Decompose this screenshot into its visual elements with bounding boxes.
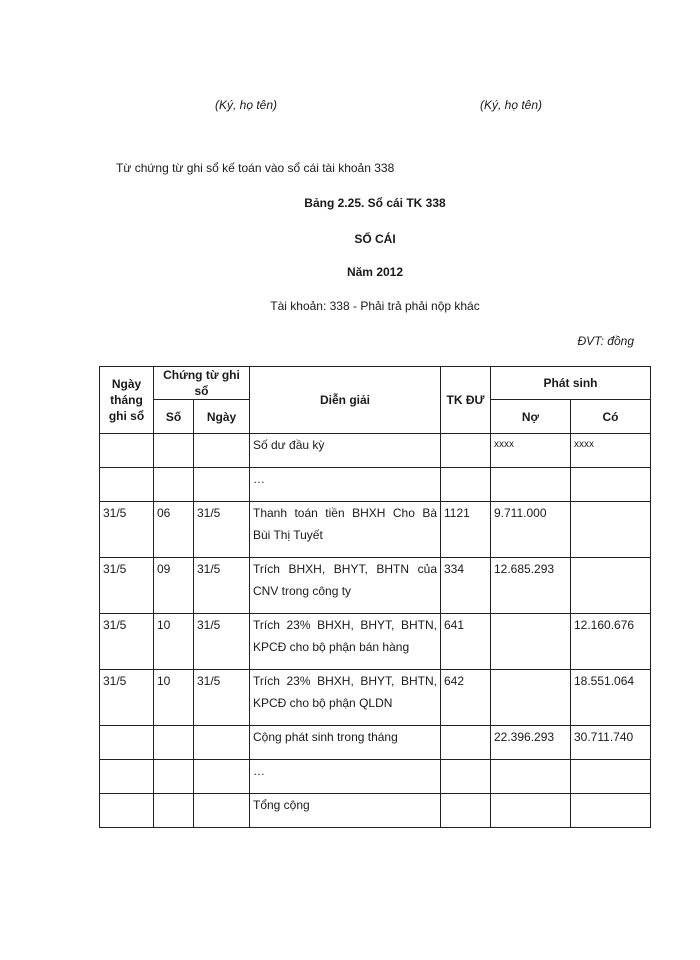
cell-description: Cộng phát sinh trong tháng [250,726,441,760]
cell-voucher-no: 10 [154,670,194,726]
cell-voucher-no [154,434,194,468]
cell-credit: xxxx [571,434,651,468]
header-voucher-no: Số [154,400,194,434]
table-row [100,558,651,614]
cell-credit [571,794,651,828]
cell-voucher-date: 31/5 [194,502,250,558]
cell-voucher-date: 31/5 [194,614,250,670]
cell-date [100,434,154,468]
cell-voucher-no: 06 [154,502,194,558]
header-voucher-date: Ngày [194,400,250,434]
cell-date [100,726,154,760]
cell-description: Tổng cộng [250,794,441,828]
cell-credit [571,468,651,502]
cell-date: 31/5 [100,558,154,614]
cell-voucher-no [154,760,194,794]
cell-date [100,794,154,828]
intro-text: Từ chứng từ ghi sổ kế toán vào sổ cái tài khoản 338 [116,161,395,175]
cell-voucher-date: 31/5 [194,670,250,726]
cell-debit: 22.396.293 [491,726,571,760]
cell-counter-account [441,434,491,468]
cell-voucher-no [154,794,194,828]
cell-description: Trích 23% BHXH, BHYT, BHTN, KPCĐ cho bộ phận bán hàng [250,614,441,670]
ledger-year: Năm 2012 [346,265,404,279]
cell-counter-account: 1121 [441,502,491,558]
cell-voucher-date: 31/5 [194,558,250,614]
header-voucher: Chứng từ ghi sổ [154,367,250,400]
cell-counter-account: 334 [441,558,491,614]
signature-right: (Ký, họ tên) [480,98,543,112]
table-row [100,434,651,468]
cell-date [100,760,154,794]
cell-counter-account: 641 [441,614,491,670]
cell-voucher-date [194,794,250,828]
cell-description: … [250,468,441,502]
header-debit: Nợ [491,400,571,434]
cell-debit [491,670,571,726]
table-row [100,502,651,558]
cell-voucher-no [154,726,194,760]
cell-description: Trích BHXH, BHYT, BHTN của CNV trong công ty [250,558,441,614]
cell-date [100,468,154,502]
cell-voucher-date [194,760,250,794]
ledger-table [99,366,651,828]
cell-voucher-no [154,468,194,502]
table-row [100,614,651,670]
cell-date: 31/5 [100,614,154,670]
cell-debit: 9.711.000 [491,502,571,558]
cell-credit [571,760,651,794]
header-counter-account: TK ĐƯ [441,367,491,434]
cell-debit: xxxx [491,434,571,468]
cell-debit [491,614,571,670]
cell-description: Thanh toán tiền BHXH Cho Bà Bùi Thị Tuyết [250,502,441,558]
header-credit: Có [571,400,651,434]
cell-credit [571,558,651,614]
cell-counter-account [441,794,491,828]
ledger-title: SỔ CÁI [354,232,396,246]
table-row [100,726,651,760]
cell-debit [491,468,571,502]
cell-voucher-date [194,434,250,468]
cell-counter-account [441,726,491,760]
cell-date: 31/5 [100,670,154,726]
header-description: Diễn giải [250,367,441,434]
cell-credit: 12.160.676 [571,614,651,670]
cell-debit [491,794,571,828]
cell-description: Số dư đầu kỳ [250,434,441,468]
table-row [100,794,651,828]
account-line: Tài khoản: 338 - Phải trả phải nộp khác [270,299,480,313]
signature-left: (Ký, họ tên) [215,98,278,112]
cell-counter-account [441,468,491,502]
cell-date: 31/5 [100,502,154,558]
header-date: Ngày tháng ghi sổ [100,367,154,434]
table-row [100,760,651,794]
cell-debit [491,760,571,794]
cell-description: … [250,760,441,794]
cell-voucher-no: 09 [154,558,194,614]
cell-voucher-no: 10 [154,614,194,670]
cell-voucher-date [194,468,250,502]
unit-label: ĐVT: đồng [577,334,634,348]
table-caption: Bảng 2.25. Sổ cái TK 338 [304,196,446,210]
cell-counter-account: 642 [441,670,491,726]
table-row [100,468,651,502]
cell-description: Trích 23% BHXH, BHYT, BHTN, KPCĐ cho bộ phận QLDN [250,670,441,726]
table-row [100,670,651,726]
cell-voucher-date [194,726,250,760]
cell-debit: 12.685.293 [491,558,571,614]
header-amount: Phát sinh [491,367,651,400]
cell-credit [571,502,651,558]
cell-credit: 18.551.064 [571,670,651,726]
cell-credit: 30.711.740 [571,726,651,760]
cell-counter-account [441,760,491,794]
